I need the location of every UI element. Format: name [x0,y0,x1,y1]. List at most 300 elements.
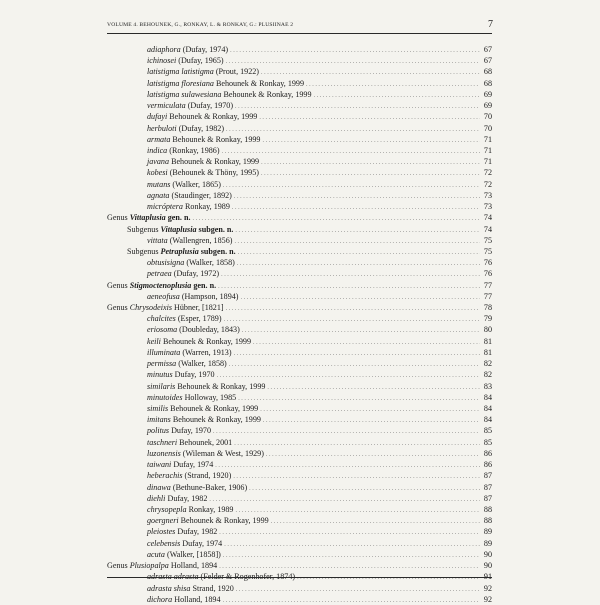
entry-text [147,134,260,145]
dot-leader [260,405,480,414]
entry-text [147,167,259,178]
author-citation: Dufay, 1982 [167,493,208,503]
rank-prefix: Genus [107,561,128,571]
taxon-name: latistigma floresiana [147,78,214,88]
author-citation: (Behounek & Thöny, 1995) [169,168,259,178]
entry-page-number: 76 [483,258,492,268]
author-citation: Holloway, 1985 [184,392,237,402]
entry-page-number: 67 [483,45,492,54]
toc-species-row [107,201,492,212]
dot-leader [249,484,480,493]
toc-species-row [107,493,492,504]
entry-page-number: 81 [483,336,492,346]
entry-page-number: 91 [483,572,492,582]
entry-text [147,414,261,425]
author-citation: (Walker, 1865) [172,179,221,189]
author-citation: (Ronkay, 1986) [169,145,220,155]
toc-species-row [107,526,492,537]
entry-text [147,594,221,605]
entry-page-number: 81 [483,347,492,357]
entry-text [147,448,264,459]
author-citation: Dufay, 1974 [182,538,223,548]
entry-page-number: 87 [483,493,492,503]
author-citation: (Dufay, 1972) [173,269,220,279]
dot-leader [224,540,480,549]
author-citation: (Wallengren, 1856) [169,235,233,245]
dot-leader [266,450,480,459]
entry-page-number: 69 [483,101,492,111]
entry-page-number: 92 [483,583,492,593]
taxon-name: minutus [147,370,173,380]
author-citation: (Warren, 1913) [182,347,232,357]
taxon-name: imitans [147,415,171,425]
new-taxon-marker: gen. n. [167,213,191,223]
author-citation: Behounek & Ronkay, 1999 [180,516,269,526]
author-citation: Behounek & Ronkay, 1999 [172,134,261,144]
entry-page-number: 86 [483,460,492,470]
toc-species-row [107,78,492,89]
dot-leader [241,293,480,302]
entry-page-number: 77 [483,291,492,301]
toc-species-row [107,100,492,111]
dot-leader [235,506,480,515]
toc-species-row [107,268,492,279]
entry-text [147,470,231,481]
toc-species-row [107,66,492,77]
entry-page-number: 80 [483,325,492,335]
taxon-name: dufayi [147,112,168,122]
toc-species-row [107,594,492,605]
entry-page-number: 83 [483,381,492,391]
toc-species-row [107,459,492,470]
entry-page-number: 88 [483,516,492,526]
author-citation: (Walker, 1858) [186,258,235,268]
page-number: 7 [488,19,493,30]
taxon-name: latistigma sulawesiana [147,89,222,99]
author-citation: (Dufay, 1982) [178,123,225,133]
taxon-name: adrasta shisa [147,583,191,593]
author-citation: (Esper, 1789) [177,314,222,324]
author-citation: (Dufay, 1965) [178,56,224,66]
dot-leader [222,147,480,156]
new-taxon-marker: subgen. n. [200,246,236,256]
toc-species-row [107,89,492,100]
toc-species-row [107,313,492,324]
taxon-name: permissa [147,359,177,369]
new-taxon-marker: gen. n. [193,280,217,290]
entry-text [147,583,234,594]
taxon-name: adrasta adrasta [147,572,199,582]
taxon-name: luzonensis [147,448,181,458]
toc-genus-row [107,280,492,291]
entry-text [147,381,265,392]
author-citation: (Walker, 1858) [178,359,227,369]
taxon-name: taschneri [147,437,178,447]
taxon-name: similaris [147,381,176,391]
entry-text [147,257,235,268]
taxon-name: diehli [147,493,166,503]
taxon-name: adiaphora [147,45,181,54]
taxon-name: petraea [147,269,172,279]
taxon-name: javana [147,157,170,167]
taxon-name: Vittaplusia [160,224,197,234]
entry-text [147,425,211,436]
toc-genus-row [107,302,492,313]
dot-leader [238,248,480,257]
entry-page-number: 73 [483,190,492,200]
taxon-name: mutans [147,179,171,189]
toc-subgenus-row [107,246,492,257]
toc-species-row [107,111,492,122]
author-citation: Behounek & Ronkay, 1999 [172,415,261,425]
header-rule [107,33,492,34]
taxon-name: Plusiopalpa [129,561,169,571]
toc-species-row [107,134,492,145]
entry-page-number: 89 [483,538,492,548]
author-citation: Ronkay, 1989 [185,202,230,212]
entry-page-number: 70 [483,123,492,133]
author-citation: Behounek & Ronkay, 1999 [162,336,252,346]
toc-species-row [107,583,492,594]
toc-species-row [107,414,492,425]
dot-leader [223,551,480,560]
toc-species-row [107,179,492,190]
taxon-name: Chrysodeixis [129,303,172,313]
entry-page-number: 76 [483,269,492,279]
author-citation: Behounek, 2001 [179,437,233,447]
entry-text [147,44,228,55]
entry-text [147,89,312,100]
taxon-name: chalcites [147,314,176,324]
dot-leader [267,383,480,392]
dot-leader [234,349,480,358]
author-citation: Holland, 1894 [174,594,221,604]
entry-text [147,336,251,347]
toc-species-row [107,167,492,178]
dot-leader [226,125,480,134]
dot-leader [236,585,480,594]
entry-text [147,482,247,493]
entry-text [107,560,217,571]
entry-page-number: 90 [483,549,492,559]
dot-leader [229,360,480,369]
entry-text [147,549,221,560]
dot-leader [232,203,480,212]
toc-species-row [107,403,492,414]
taxon-name: politus [147,426,170,436]
taxon-name: indica [147,145,168,155]
entry-page-number: 74 [483,213,492,223]
dot-leader [261,68,480,77]
entry-text [147,55,224,66]
entry-page-number: 72 [483,179,492,189]
taxon-name: taiwani [147,460,172,470]
dot-leader [242,326,480,335]
toc-subgenus-row [107,224,492,235]
dot-leader [217,371,480,380]
dot-leader [238,394,480,403]
toc-species-row [107,190,492,201]
toc-species-row [107,324,492,335]
author-citation: Hübner, [1821] [174,303,224,313]
dot-leader [262,136,480,145]
taxon-name: pleiostes [147,527,176,537]
dot-leader [235,226,480,235]
entry-page-number: 77 [483,280,492,290]
toc-species-row [107,235,492,246]
toc-species-row [107,437,492,448]
author-citation: (Felder & Rogenhofer, 1874) [200,572,296,582]
toc-species-row [107,156,492,167]
dot-leader [213,427,480,436]
author-citation: (Dufay, 1974) [182,45,229,54]
author-citation: Dufay, 1970 [174,370,215,380]
dot-leader [263,416,480,425]
table-of-contents [107,44,492,605]
rank-prefix: Subgenus [127,224,159,234]
dot-leader [271,517,480,526]
dot-leader [314,91,480,100]
author-citation: Behounek & Ronkay, 1999 [177,381,266,391]
author-citation: Behounek & Ronkay, 1999 [169,112,258,122]
entry-text [147,526,217,537]
entry-text [147,156,259,167]
entry-page-number: 90 [483,561,492,571]
author-citation: Holland, 1894 [170,561,218,571]
taxon-name: ichinosei [147,56,177,66]
taxon-name: acuta [147,549,165,559]
author-citation: (Hampson, 1894) [181,291,239,301]
entry-text [147,504,233,515]
entry-text [147,100,233,111]
dot-leader [306,80,480,89]
entry-text [147,538,222,549]
dot-leader [215,461,480,470]
entry-page-number: 68 [483,78,492,88]
entry-text [147,437,232,448]
entry-text [147,179,221,190]
entry-text [147,392,236,403]
entry-page-number: 87 [483,471,492,481]
rank-prefix: Genus [107,213,128,223]
entry-text [107,302,224,313]
author-citation: (Dufay, 1970) [187,101,234,111]
author-citation: Dufay, 1970 [171,426,212,436]
author-citation: (Walker, [1858]) [167,549,221,559]
dot-leader [237,259,480,268]
toc-species-row [107,515,492,526]
entry-page-number: 84 [483,392,492,402]
entry-text [147,291,239,302]
author-citation: Behounek & Ronkay, 1999 [171,157,260,167]
taxon-name: heberachis [147,471,183,481]
footer-rule [107,577,492,578]
taxon-name: dinawa [147,482,171,492]
entry-text [147,145,220,156]
author-citation: Dufay, 1974 [173,460,214,470]
entry-page-number: 71 [483,157,492,167]
toc-genus-row [107,212,492,223]
entry-page-number: 82 [483,359,492,369]
taxon-name: similis [147,404,169,413]
taxon-name: Petraplusia [160,246,199,256]
dot-leader [226,57,480,66]
taxon-name: aeneofusa [147,291,180,301]
entry-page-number: 70 [483,112,492,122]
dot-leader [221,270,480,279]
entry-page-number: 85 [483,426,492,436]
entry-text [147,313,222,324]
toc-species-row [107,145,492,156]
toc-species-row [107,538,492,549]
entry-text [147,324,240,335]
author-citation: (Staudinger, 1892) [171,190,232,200]
toc-species-row [107,257,492,268]
toc-species-row [107,347,492,358]
entry-text [127,246,236,257]
new-taxon-marker: subgen. n. [198,224,234,234]
dot-leader [230,46,480,55]
toc-species-row [107,358,492,369]
entry-page-number: 84 [483,415,492,425]
toc-species-row [107,482,492,493]
dot-leader [226,304,480,313]
dot-leader [261,158,480,167]
running-header: VOLUME 4. BEHOUNEK, G., RONKAY, L. & RONKAY, G.: PLUSIINAE 2 [107,22,294,28]
toc-species-row [107,369,492,380]
entry-page-number: 82 [483,370,492,380]
taxon-name: celebensis [147,538,181,548]
toc-species-row [107,470,492,481]
entry-page-number: 72 [483,168,492,178]
taxon-name: armata [147,134,171,144]
entry-page-number: 84 [483,404,492,413]
dot-leader [218,282,480,291]
taxon-name: agnata [147,190,170,200]
author-citation: (Prout, 1922) [215,67,259,77]
entry-text [147,190,232,201]
entry-page-number: 78 [483,303,492,313]
taxon-name: vermiculata [147,101,186,111]
entry-page-number: 75 [483,246,492,256]
toc-species-row [107,44,492,55]
entry-page-number: 88 [483,504,492,514]
rank-prefix: Genus [107,303,128,313]
entry-page-number: 74 [483,224,492,234]
dot-leader [253,338,480,347]
dot-leader [235,102,480,111]
entry-page-number: 69 [483,89,492,99]
toc-species-row [107,392,492,403]
entry-page-number: 73 [483,202,492,212]
toc-species-row [107,336,492,347]
entry-text [107,280,216,291]
dot-leader [233,472,480,481]
toc-species-row [107,291,492,302]
entry-text [147,78,304,89]
taxon-name: vittata [147,235,168,245]
dot-leader [261,169,480,178]
entry-text [147,268,219,279]
entry-text [147,347,232,358]
dot-leader [219,562,480,571]
author-citation: Strand, 1920 [192,583,234,593]
toc-species-row [107,381,492,392]
entry-text [127,224,233,235]
entry-page-number: 87 [483,482,492,492]
dot-leader [219,528,480,537]
toc-species-row [107,504,492,515]
author-citation: (Bethune-Baker, 1906) [172,482,248,492]
taxon-name: eriosoma [147,325,178,335]
author-citation: (Strand, 1920) [184,471,232,481]
taxon-name: goergneri [147,516,179,526]
author-citation: Behounek & Ronkay, 1999 [223,89,312,99]
entry-text [147,515,269,526]
author-citation: Behounek & Ronkay, 1999 [215,78,305,88]
taxon-name: herbuloti [147,123,177,133]
taxon-name: Stigmoctenoplusia [129,280,192,290]
author-citation: (Doubleday, 1843) [179,325,240,335]
entry-text [147,369,215,380]
dot-leader [223,181,480,190]
taxon-name: chrysopepla [147,504,187,514]
entry-page-number: 75 [483,235,492,245]
entry-page-number: 85 [483,437,492,447]
taxon-name: obtusisigna [147,258,185,268]
author-citation: Ronkay, 1989 [188,504,234,514]
toc-species-row [107,425,492,436]
taxon-name: keili [147,336,161,346]
taxon-name: latistigma latistigma [147,67,214,77]
dot-leader [234,439,480,448]
dot-leader [234,192,480,201]
entry-text [147,358,227,369]
toc-genus-row [107,560,492,571]
dot-leader [234,237,480,246]
entry-text [147,403,258,414]
toc-species-row [107,549,492,560]
rank-prefix: Genus [107,280,128,290]
entry-page-number: 79 [483,314,492,324]
entry-text [147,235,232,246]
entry-page-number: 68 [483,67,492,77]
author-citation: (Wileman & West, 1929) [182,448,264,458]
entry-page-number: 71 [483,134,492,144]
taxon-name: dichora [147,594,173,604]
taxon-name: Vittaplusia [129,213,166,223]
taxon-name: minutoides [147,392,183,402]
entry-text [147,66,259,77]
entry-text [147,459,213,470]
entry-page-number: 92 [483,594,492,604]
entry-text [107,212,190,223]
toc-species-row [107,123,492,134]
dot-leader [223,596,480,605]
dot-leader [224,315,480,324]
entry-page-number: 86 [483,448,492,458]
entry-text [147,201,230,212]
dot-leader [209,495,480,504]
rank-prefix: Subgenus [127,246,159,256]
dot-leader [259,113,480,122]
taxon-name: illuminata [147,347,181,357]
toc-species-row [107,448,492,459]
taxon-name: kobesi [147,168,168,178]
entry-text [147,111,257,122]
entry-text [147,493,207,504]
toc-species-row [107,55,492,66]
